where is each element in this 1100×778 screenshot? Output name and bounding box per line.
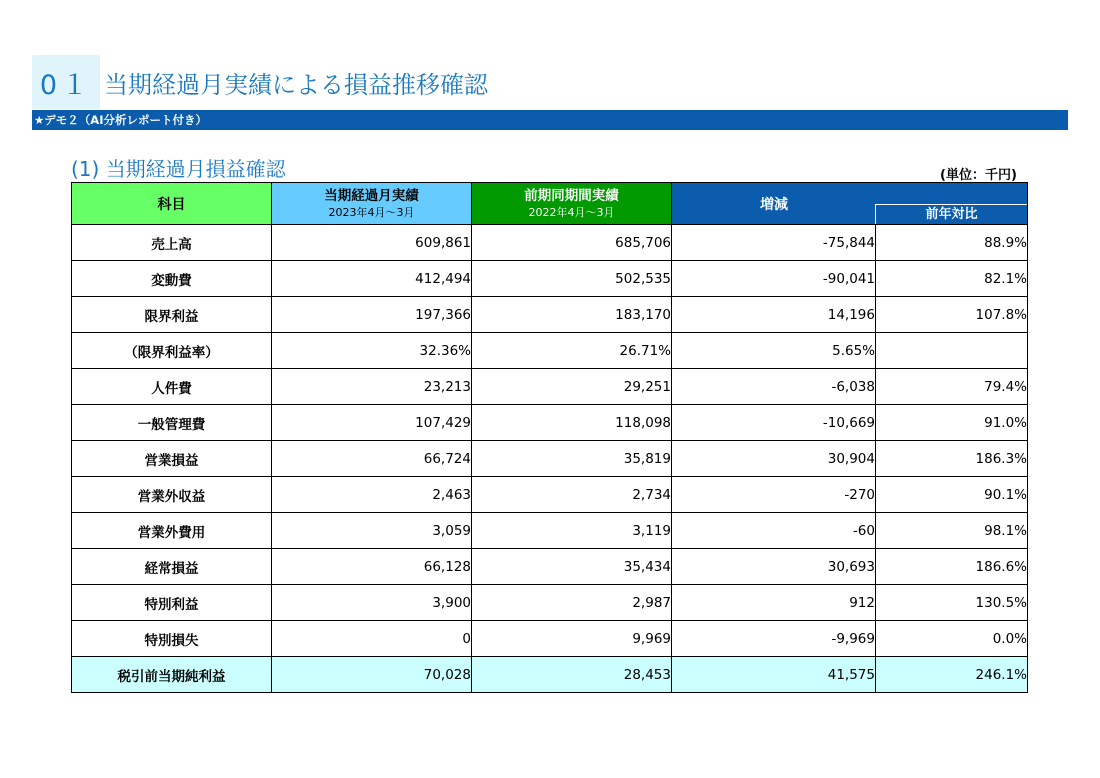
section-number: 0１ — [32, 55, 100, 109]
table-row — [72, 261, 1028, 297]
row-ratio-value: 79.4% — [876, 369, 1028, 405]
row-prior-value: 28,453 — [472, 657, 672, 693]
table-row — [72, 333, 1028, 369]
row-diff-value: 41,575 — [672, 657, 876, 693]
header-current-period: 2023年4月～3月 — [328, 206, 415, 219]
profit-loss-table — [71, 182, 1028, 693]
row-current-value: 66,724 — [272, 441, 472, 477]
page-title: 当期経過月実績による損益推移確認 — [104, 70, 488, 99]
table-body — [72, 225, 1028, 693]
row-diff-value: 30,904 — [672, 441, 876, 477]
row-label: （限界利益率） — [72, 333, 272, 369]
row-current-value: 609,861 — [272, 225, 472, 261]
header-ratio: 前年対比 — [875, 204, 1027, 224]
row-ratio-value: 130.5% — [876, 585, 1028, 621]
row-ratio-value: 107.8% — [876, 297, 1028, 333]
row-ratio-value: 91.0% — [876, 405, 1028, 441]
row-prior-value: 118,098 — [472, 405, 672, 441]
header-diff-label: 増減 — [760, 197, 788, 213]
page-heading — [32, 55, 488, 109]
row-prior-value: 2,987 — [472, 585, 672, 621]
row-label: 特別損失 — [72, 621, 272, 657]
row-label: 特別利益 — [72, 585, 272, 621]
row-diff-value: -10,669 — [672, 405, 876, 441]
row-ratio-value — [876, 333, 1028, 369]
table-row — [72, 225, 1028, 261]
row-label: 営業外収益 — [72, 477, 272, 513]
row-ratio-value: 90.1% — [876, 477, 1028, 513]
row-label: 一般管理費 — [72, 405, 272, 441]
row-label: 税引前当期純利益 — [72, 657, 272, 693]
row-label: 人件費 — [72, 369, 272, 405]
row-diff-value: 14,196 — [672, 297, 876, 333]
row-diff-value: -75,844 — [672, 225, 876, 261]
header-prior — [472, 183, 672, 225]
table-row — [72, 297, 1028, 333]
row-prior-value: 35,434 — [472, 549, 672, 585]
row-ratio-value: 0.0% — [876, 621, 1028, 657]
table-row — [72, 585, 1028, 621]
table-row — [72, 549, 1028, 585]
table-row — [72, 657, 1028, 693]
row-diff-value: -270 — [672, 477, 876, 513]
row-diff-value: -9,969 — [672, 621, 876, 657]
row-current-value: 0 — [272, 621, 472, 657]
demo-subtitle-bar: ★デモ２（AI分析レポート付き） — [32, 110, 1068, 130]
row-label: 限界利益 — [72, 297, 272, 333]
header-subject: 科目 — [72, 183, 272, 225]
row-current-value: 23,213 — [272, 369, 472, 405]
header-current — [272, 183, 472, 225]
section-title: (1) 当期経過月損益確認 — [71, 157, 286, 181]
row-current-value: 412,494 — [272, 261, 472, 297]
row-prior-value: 29,251 — [472, 369, 672, 405]
header-prior-label: 前期同期間実績 — [524, 188, 619, 204]
row-current-value: 70,028 — [272, 657, 472, 693]
table-row — [72, 441, 1028, 477]
header-prior-period: 2022年4月～3月 — [528, 206, 615, 219]
row-prior-value: 9,969 — [472, 621, 672, 657]
table-row — [72, 621, 1028, 657]
row-label: 営業損益 — [72, 441, 272, 477]
table-row — [72, 477, 1028, 513]
row-prior-value: 502,535 — [472, 261, 672, 297]
row-diff-value: -90,041 — [672, 261, 876, 297]
table-row — [72, 405, 1028, 441]
table-row — [72, 369, 1028, 405]
row-ratio-value: 186.6% — [876, 549, 1028, 585]
row-current-value: 3,059 — [272, 513, 472, 549]
row-label: 変動費 — [72, 261, 272, 297]
table-row — [72, 513, 1028, 549]
row-label: 経常損益 — [72, 549, 272, 585]
table-header-row — [72, 183, 1028, 225]
row-ratio-value: 98.1% — [876, 513, 1028, 549]
row-current-value: 32.36% — [272, 333, 472, 369]
row-diff-value: 30,693 — [672, 549, 876, 585]
row-current-value: 66,128 — [272, 549, 472, 585]
row-current-value: 2,463 — [272, 477, 472, 513]
row-current-value: 197,366 — [272, 297, 472, 333]
row-ratio-value: 186.3% — [876, 441, 1028, 477]
row-diff-value: -6,038 — [672, 369, 876, 405]
row-current-value: 3,900 — [272, 585, 472, 621]
row-diff-value: 5.65% — [672, 333, 876, 369]
row-prior-value: 3,119 — [472, 513, 672, 549]
header-current-label: 当期経過月実績 — [324, 188, 419, 204]
row-diff-value: -60 — [672, 513, 876, 549]
row-prior-value: 2,734 — [472, 477, 672, 513]
header-diff — [672, 183, 1028, 225]
row-ratio-value: 246.1% — [876, 657, 1028, 693]
row-prior-value: 35,819 — [472, 441, 672, 477]
row-ratio-value: 82.1% — [876, 261, 1028, 297]
row-prior-value: 26.71% — [472, 333, 672, 369]
row-diff-value: 912 — [672, 585, 876, 621]
row-label: 売上高 — [72, 225, 272, 261]
row-label: 営業外費用 — [72, 513, 272, 549]
row-current-value: 107,429 — [272, 405, 472, 441]
row-prior-value: 685,706 — [472, 225, 672, 261]
row-ratio-value: 88.9% — [876, 225, 1028, 261]
unit-note: (単位：千円) — [940, 168, 1017, 183]
row-prior-value: 183,170 — [472, 297, 672, 333]
